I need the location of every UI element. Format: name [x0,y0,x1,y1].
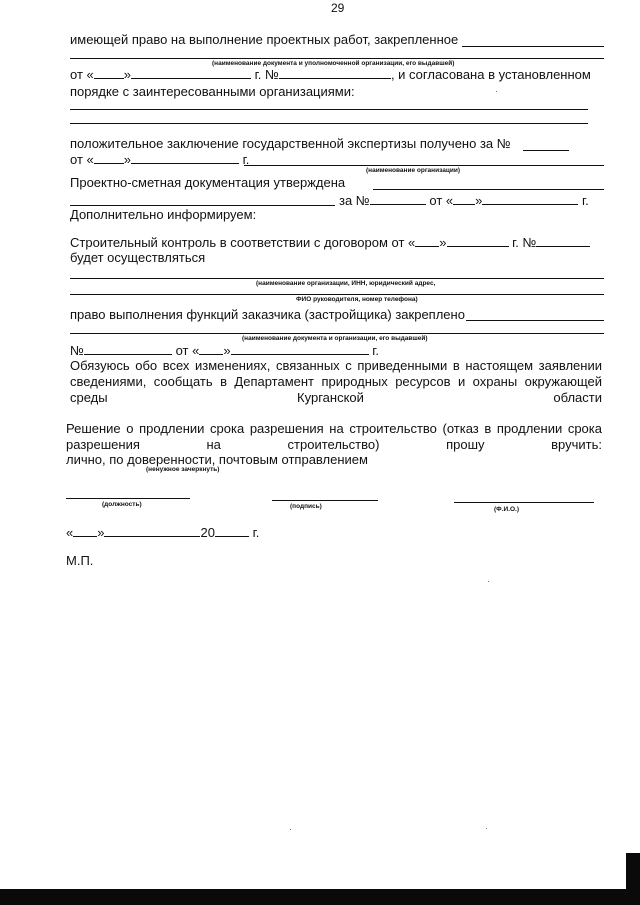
commitment-paragraph: Обязуюсь обо всех изменениях, связанных с приведенными в настоящем заявлении сведениями, сообщать в Департамент природных ресурсов и охраны окружающей среды Курганской области [70,358,602,405]
blank-line [70,333,604,334]
line-will-be-performed: будет осуществляться [70,250,206,265]
caption-position: (должность) [102,501,142,508]
ot-open: от « [70,152,94,167]
control-text: Строительный контроль в соответствии с договором от « [70,235,416,250]
blank-line [70,205,335,206]
q-close: » [475,193,483,208]
month-blank [231,343,369,355]
scan-speck [290,829,291,830]
line-doc-number-date [70,343,379,358]
line-date-number [70,67,591,82]
blank-line [462,46,604,47]
day-blank [94,152,124,164]
caption-signature: (подпись) [290,503,322,510]
day-blank [94,67,124,79]
line-construction-control [70,235,590,250]
year-blank [215,525,249,537]
month-blank [482,193,578,205]
month-blank [104,525,200,537]
number-blank [536,235,590,247]
caption-org: (наименование организации) [366,167,460,174]
scan-speck [496,91,497,92]
caption-fio-phone: ФИО руководителя, номер телефона) [296,296,418,303]
line-agreed-orgs: порядке с заинтересованными организациями: [70,84,355,99]
line-expertise: положительное заключение государственной экспертизы получено за № [70,136,511,151]
line-additional-info: Дополнительно информируем: [70,207,257,222]
blank-line [523,150,569,151]
number-blank [84,343,172,355]
line-psd-number [339,193,589,208]
scan-border-right [626,853,640,905]
blank-line [70,294,604,295]
position-line [66,498,190,499]
caption-strike: (ненужное зачеркнуть) [146,466,220,473]
q-close: » [439,235,447,250]
blank-line [70,109,588,110]
za-no: за № [339,193,370,208]
caption-doc-org-2: (наименование документа и организации, его выдавшей) [242,335,428,342]
g-label: г. [252,525,260,540]
day-blank [415,235,439,247]
page-number: 29 [331,1,345,15]
scan-border-bottom [0,889,628,905]
scan-speck [486,828,487,829]
g-no: г. № [512,235,537,250]
q-close: » [97,525,105,540]
blank-line [244,165,604,166]
line-customer-functions: право выполнения функций заказчика (застройщика) закреплено [70,307,465,322]
g-label: г. [372,343,379,358]
date-line [66,525,259,540]
delivery-options: лично, по доверенности, почтовым отправлением [66,452,368,467]
blank-line [466,320,604,321]
day-blank [73,525,97,537]
q-close: » [123,67,131,82]
caption-org-inn: (наименование организации, ИНН, юридический адрес, [256,280,436,287]
q-close: » [223,343,231,358]
agreed-text: , и согласована в установленном [390,67,591,82]
q-open: « [66,525,74,540]
ot-open: от « [70,67,94,82]
scan-speck [488,581,489,582]
ot-open: от « [429,193,454,208]
fio-line [454,502,594,503]
year-prefix: 20 [200,525,215,540]
no-label: № [70,343,84,358]
month-blank [447,235,509,247]
decision-paragraph: Решение о продлении срока разрешения на строительство (отказ в продлении срока разрешения на строительство) прошу вручить: [66,421,602,452]
stamp-place: М.П. [66,553,94,568]
caption-fio: (Ф.И.О.) [494,506,520,513]
blank-line [373,189,604,190]
ot-open: от « [175,343,200,358]
number-blank [279,67,391,79]
month-blank [131,67,251,79]
line-expertise-date [70,152,249,167]
number-blank [370,193,426,205]
q-close: » [123,152,131,167]
day-blank [199,343,223,355]
signature-line [272,500,378,501]
blank-line [70,123,588,124]
g-no: г. № [254,67,279,82]
day-blank [453,193,475,205]
month-blank [131,152,239,164]
line-psd-approved: Проектно-сметная документация утверждена [70,175,346,190]
line-project-rights: имеющей право на выполнение проектных работ, закрепленное [70,32,459,47]
g-label: г. [581,193,589,208]
g-label: г. [242,152,250,167]
blank-line [70,278,604,279]
blank-line [70,58,604,59]
caption-doc-org: (наименование документа и уполномоченной организации, его выдавшей) [212,60,455,67]
